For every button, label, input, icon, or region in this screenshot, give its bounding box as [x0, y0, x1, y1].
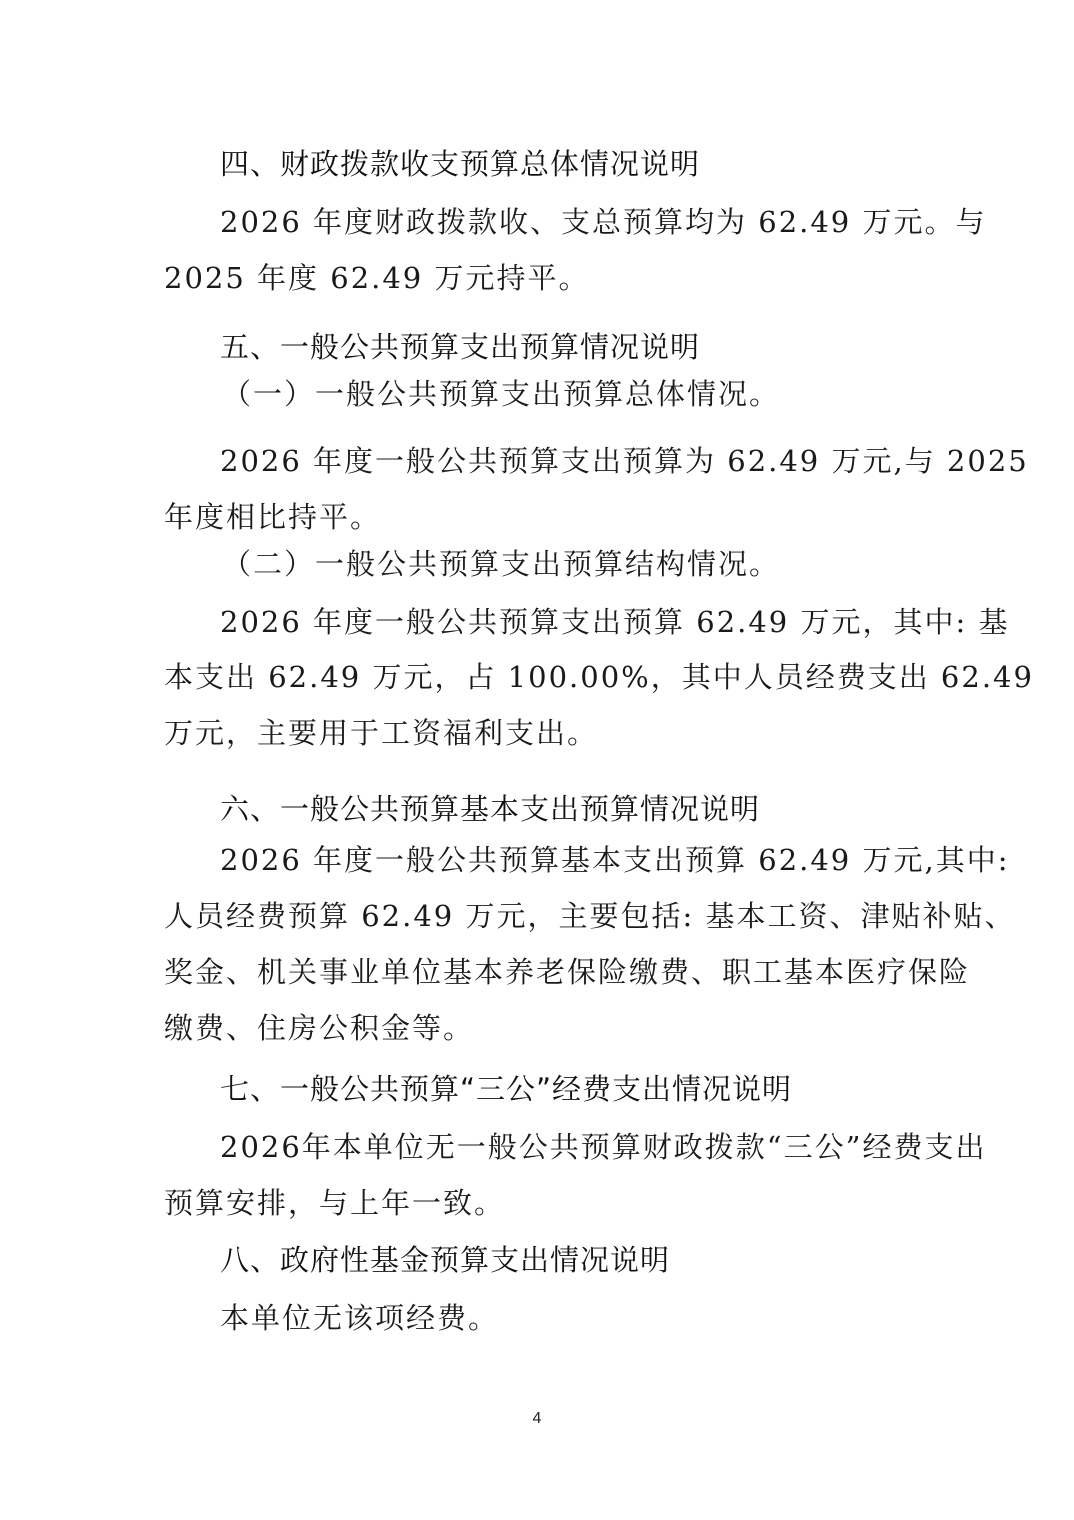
section-5-sub1-line-1: 2026 年度一般公共预算支出预算为 62.49 万元,与 2025 — [220, 444, 1029, 478]
section-8-line-1: 本单位无该项经费。 — [220, 1301, 500, 1335]
section-5-heading: 五、一般公共预算支出预算情况说明 — [220, 330, 701, 364]
section-5-sub2-line-3: 万元，主要用于工资福利支出。 — [164, 716, 599, 750]
section-4-heading: 四、财政拨款收支预算总体情况说明 — [220, 147, 701, 181]
section-5-sub2-heading: （二）一般公共预算支出预算结构情况。 — [222, 547, 781, 581]
section-4-line-1: 2026 年度财政拨款收、支总预算均为 62.49 万元。与 — [220, 205, 987, 239]
section-6-heading: 六、一般公共预算基本支出预算情况说明 — [220, 792, 761, 826]
section-7-line-2: 预算安排，与上年一致。 — [164, 1186, 506, 1220]
section-5-sub2-line-2: 本支出 62.49 万元，占 100.00%，其中人员经费支出 62.49 — [164, 660, 1034, 694]
section-4-line-2: 2025 年度 62.49 万元持平。 — [164, 261, 590, 295]
section-6-line-4: 缴费、住房公积金等。 — [164, 1011, 475, 1045]
page-number: 4 — [532, 1410, 542, 1427]
section-6-line-1: 2026 年度一般公共预算基本支出预算 62.49 万元,其中: — [220, 843, 1010, 877]
section-5-sub1-line-2: 年度相比持平。 — [164, 500, 382, 534]
section-8-heading: 八、政府性基金预算支出情况说明 — [220, 1243, 671, 1277]
section-7-heading: 七、一般公共预算“三公”经费支出情况说明 — [220, 1072, 793, 1106]
section-5-sub1-heading: （一）一般公共预算支出预算总体情况。 — [222, 377, 781, 411]
section-5-sub2-line-1: 2026 年度一般公共预算支出预算 62.49 万元，其中: 基 — [220, 605, 1010, 639]
section-6-line-3: 奖金、机关事业单位基本养老保险缴费、职工基本医疗保险 — [164, 955, 971, 989]
section-7-line-1: 2026年本单位无一般公共预算财政拨款“三公”经费支出 — [220, 1130, 987, 1164]
section-6-line-2: 人员经费预算 62.49 万元，主要包括: 基本工资、津贴补贴、 — [164, 899, 1016, 933]
